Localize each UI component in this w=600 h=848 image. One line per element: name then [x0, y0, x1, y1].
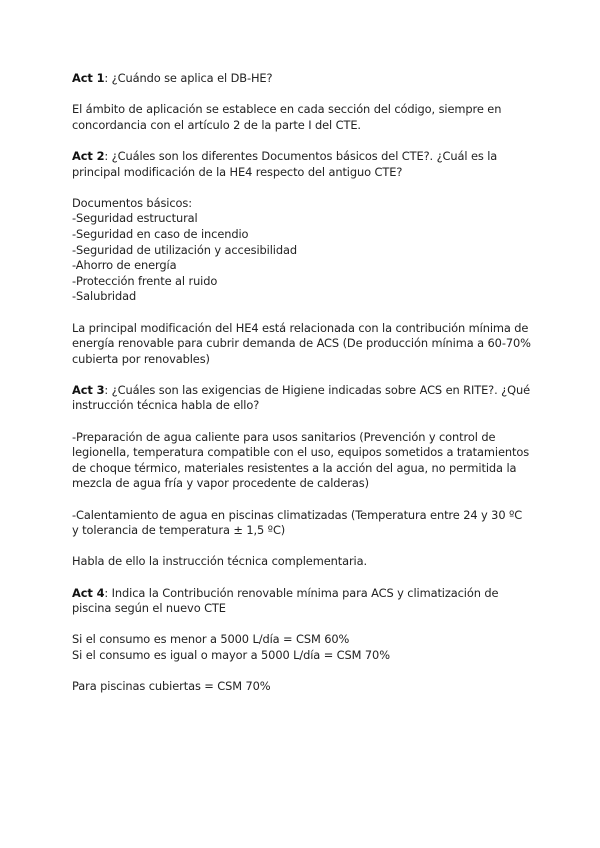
- act1-label: Act 1: [72, 71, 105, 85]
- act4-question: [72, 586, 532, 617]
- act2-label: Act 2: [72, 148, 105, 163]
- act3-item1: -Preparación de agua caliente para usos sanitarios (Prevención y control de legionella, temperatura compatible con el uso, equipos sometidos a tratamientos de choque térmico, materiales resistentes a la acción del agua, no permitida la mezcla de agua fría y vapor procedente de calderas): [72, 429, 530, 491]
- list-item: -Ahorro de energía: [72, 258, 177, 273]
- list-item: -Seguridad en caso de incendio: [72, 226, 249, 241]
- list-item: -Seguridad de utilización y accesibilidad: [72, 242, 297, 257]
- act3-question-text: : ¿Cuáles son las exigencias de Higiene indicadas sobre ACS en RITE?. ¿Qué instrucción técnica habla de ello?: [72, 382, 530, 413]
- act4-line1: Si el consumo es menor a 5000 L/día = CSM 60%: [72, 632, 350, 647]
- act3-question: [72, 383, 532, 414]
- act4-line2: Si el consumo es igual o mayor a 5000 L/día = CSM 70%: [72, 647, 390, 662]
- act4-question-text: : Indica la Contribución renovable mínima para ACS y climatización de piscina según el nuevo CTE: [72, 585, 499, 616]
- document-page: [72, 71, 532, 695]
- list-item: -Seguridad estructural: [72, 211, 198, 226]
- act4-label: Act 4: [72, 585, 105, 600]
- act1-question-text: : ¿Cuándo se aplica el DB-HE?: [104, 71, 273, 85]
- act4-line3: Para piscinas cubiertas = CSM 70%: [72, 679, 271, 694]
- act2-question-text: : ¿Cuáles son los diferentes Documentos básicos del CTE?. ¿Cuál es la principal modificación de la HE4 respecto del antiguo CTE?: [72, 148, 498, 179]
- act3-label: Act 3: [72, 382, 105, 397]
- act3-answer: Habla de ello la instrucción técnica complementaria.: [72, 554, 368, 569]
- act1-question: [72, 71, 532, 87]
- act1-answer: El ámbito de aplicación se establece en cada sección del código, siempre en concordancia con el artículo 2 de la parte I del CTE.: [72, 102, 502, 132]
- act2-question: [72, 149, 532, 180]
- act2-answer: La principal modificación del HE4 está relacionada con la contribución mínima de energía renovable para cubrir demanda de ACS (De producción mínima a 60-70% cubierta por renovables): [72, 320, 531, 366]
- act2-docs-heading: Documentos básicos:: [72, 195, 192, 210]
- act2-docs-list: [72, 211, 532, 305]
- act3-item2: -Calentamiento de agua en piscinas climatizadas (Temperatura entre 24 y 30 ºC y tolerancia de temperatura ± 1,5 ºC): [72, 507, 523, 538]
- list-item: -Salubridad: [72, 289, 137, 304]
- list-item: -Protección frente al ruido: [72, 273, 218, 288]
